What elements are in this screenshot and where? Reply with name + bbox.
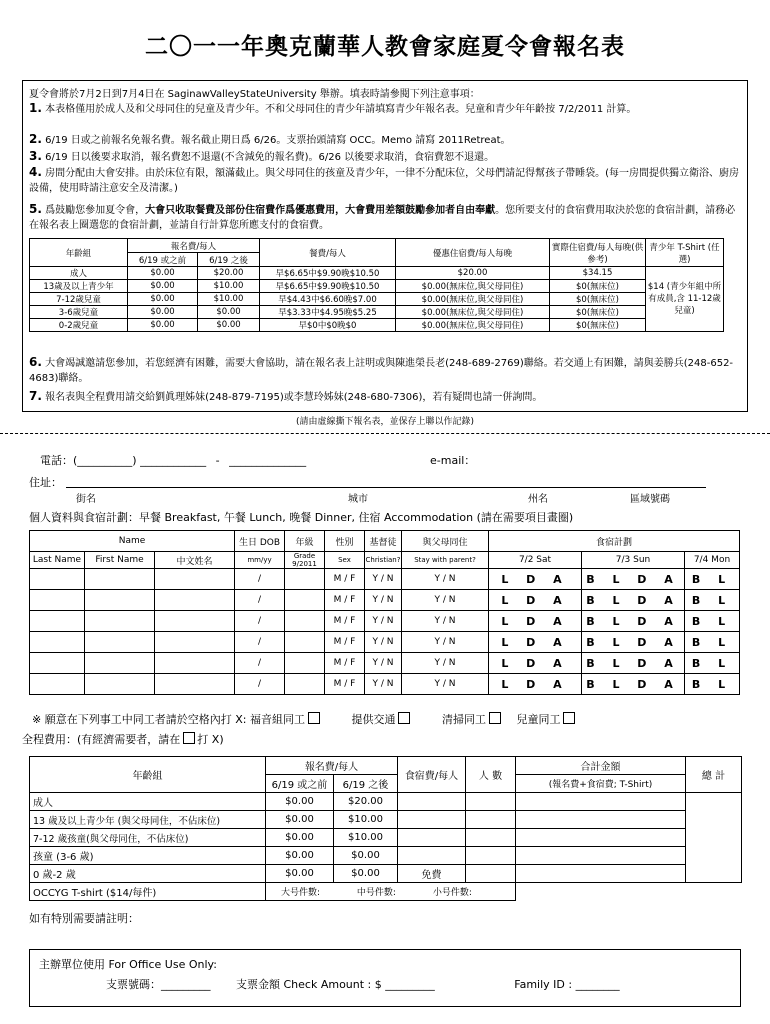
cleaning-checkbox[interactable] (489, 712, 501, 724)
table-row (30, 590, 740, 611)
fee-header-lodging: 優惠住宿費/每人每晚 (396, 239, 550, 267)
reg-sat-plan-cell[interactable]: L D A (489, 674, 582, 695)
reg-header-christian-en: Christian? (365, 552, 402, 569)
city-label: 城市 (348, 494, 368, 505)
reg-with-parent-cell[interactable]: Y / N (402, 632, 489, 653)
phone-number-field[interactable]: ______________ (229, 454, 307, 467)
fee-cell: $0(無床位) (550, 306, 646, 319)
fee-header-before: 6/19 或之前 (128, 253, 198, 267)
reg-last-name-cell[interactable] (30, 611, 85, 632)
sum-header-subtotal-note: (報名費+食宿費; T-Shirt) (516, 775, 686, 793)
sum-count-cell[interactable] (466, 793, 516, 811)
reg-christian-cell[interactable]: Y / N (365, 632, 402, 653)
reg-christian-cell[interactable]: Y / N (365, 653, 402, 674)
fee-header-meal: 餐費/每人 (260, 239, 396, 267)
table-row (30, 632, 740, 653)
sum-age-cell: 0 歲-2 歲 (30, 865, 266, 883)
reg-header-christian: 基督徒 (365, 531, 402, 552)
phone-line: 電話：(__________) ____________ - ______________ (40, 454, 307, 467)
tear-note: (請由虛線撕下報名表，並保存上聯以作記錄) (295, 417, 475, 427)
children-checkbox[interactable] (563, 712, 575, 724)
address-label: 住址： (29, 476, 62, 489)
fee-cell: $0.00 (128, 306, 198, 319)
reg-dob-cell[interactable]: / (235, 674, 285, 695)
need-aid-checkbox[interactable] (183, 732, 195, 744)
reg-sex-cell[interactable]: M / F (325, 611, 365, 632)
fee-cell: 成人 (30, 267, 128, 280)
phone-prefix-field[interactable]: ____________ (140, 454, 207, 467)
fee-cell: 早$6.65中$9.90晚$10.50 (260, 267, 396, 280)
fee-tshirt-note: $14 (青少年組中所有成員,含 11-12歲兒童) (646, 267, 724, 332)
reg-sun-plan-cell[interactable]: B L D A (582, 611, 685, 632)
reg-grade-cell[interactable] (285, 611, 325, 632)
email-label: e-mail： (430, 454, 476, 467)
sum-age-cell: 7-12 歲孩童(與父母同住，不佔床位) (30, 829, 266, 847)
fee-cell: $0.00 (128, 267, 198, 280)
fee-table (29, 238, 724, 332)
reg-christian-cell[interactable]: Y / N (365, 611, 402, 632)
reg-sat-plan-cell[interactable]: L D A (489, 590, 582, 611)
sum-subtotal-cell[interactable] (516, 829, 686, 847)
zip-label: 區域號碼 (630, 494, 670, 505)
tear-line (0, 433, 770, 434)
fee-cell: $10.00 (198, 293, 260, 306)
fee-cell: 早$0中$0晚$0 (260, 319, 396, 332)
reg-grade-cell[interactable] (285, 590, 325, 611)
sum-header-after: 6/19 之後 (334, 775, 398, 793)
phone-area-field[interactable]: __________ (77, 454, 133, 467)
fee-header-age: 年齡組 (30, 239, 128, 267)
sum-after-cell: $20.00 (334, 793, 398, 811)
reg-chinese-name-cell[interactable] (155, 653, 235, 674)
reg-sun-plan-cell[interactable]: B L D A (582, 569, 685, 590)
check-number-field[interactable]: 支票號碼：_________ (106, 978, 211, 991)
sum-count-cell[interactable] (466, 847, 516, 865)
reg-with-parent-cell[interactable]: Y / N (402, 653, 489, 674)
fee-cell: $20.00 (198, 267, 260, 280)
sum-before-cell: $0.00 (266, 793, 334, 811)
reg-dob-cell[interactable]: / (235, 569, 285, 590)
reg-sex-cell[interactable]: M / F (325, 674, 365, 695)
table-row (30, 569, 740, 590)
family-id-field[interactable]: Family ID : ________ (514, 978, 620, 991)
reg-header-with-parent-en: Stay with parent? (402, 552, 489, 569)
reg-grade-cell[interactable] (285, 569, 325, 590)
fee-cell: 早$6.65中$9.90晚$10.50 (260, 280, 396, 293)
notice-item-3: 3. 6/19 日以後要求取消，報名費恕不退還(不含減免的報名費)。6/26 以後要求取消，食宿費恕不退還。 (29, 149, 495, 163)
fee-cell: $0.00 (128, 293, 198, 306)
notice-item-6: 6. 大會竭誠邀請您參加，若您經濟有困難，需要大會協助，請在報名表上註明或與陳進榮長老(248-689-2769)聯絡。若交通上有困難，請與姜勝兵(248-652-4683)聯絡。 (29, 355, 734, 384)
reg-dob-cell[interactable]: / (235, 653, 285, 674)
fee-cell: 0-2歲兒童 (30, 319, 128, 332)
sum-count-cell[interactable] (466, 829, 516, 847)
reg-header-with-parent: 與父母同住 (402, 531, 489, 552)
sum-header-total: 總 計 (686, 757, 742, 793)
fee-cell: $0(無床位) (550, 319, 646, 332)
fee-cell: $0.00 (128, 319, 198, 332)
sum-subtotal-cell[interactable] (516, 865, 686, 883)
sum-meal-cell[interactable] (398, 793, 466, 811)
reg-mon-plan-cell[interactable]: B L (685, 632, 740, 653)
fee-cell: $20.00 (396, 267, 550, 280)
reg-grade-cell[interactable] (285, 653, 325, 674)
gospel-checkbox[interactable] (308, 712, 320, 724)
table-row (30, 811, 742, 829)
reg-header-mon: 7/4 Mon (685, 552, 740, 569)
notice-item-2: 2. 6/19 日或之前報名免報名費。報名截止期日爲 6/26。支票抬頭請寫 OCC。Memo 請寫 2011Retreat。 (29, 132, 511, 146)
sum-count-cell[interactable] (466, 811, 516, 829)
reg-with-parent-cell[interactable]: Y / N (402, 590, 489, 611)
reg-last-name-cell[interactable] (30, 653, 85, 674)
reg-header-chinese: 中文姓名 (155, 552, 235, 569)
fee-cell: 早$4.43中$6.60晚$7.00 (260, 293, 396, 306)
reg-sex-cell[interactable]: M / F (325, 653, 365, 674)
reg-sex-cell[interactable]: M / F (325, 632, 365, 653)
table-row (30, 653, 740, 674)
sum-meal-cell[interactable]: 免費 (398, 865, 466, 883)
office-use-box (29, 949, 741, 1007)
reg-sat-plan-cell[interactable]: L D A (489, 632, 582, 653)
sum-meal-cell[interactable] (398, 847, 466, 865)
sum-header-meal: 食宿費/每人 (398, 757, 466, 793)
state-label: 州名 (528, 494, 548, 505)
check-amount-field[interactable]: 支票金額 Check Amount : $ _________ (236, 978, 435, 991)
sum-age-cell: 成人 (30, 793, 266, 811)
fee-cell: 3-6歲兒童 (30, 306, 128, 319)
address-field[interactable] (66, 487, 706, 488)
sum-tshirt-row: OCCYG T-shirt ($14/每件) (30, 883, 266, 901)
reg-header-sex: 性別 (325, 531, 365, 552)
sum-before-cell: $0.00 (266, 847, 334, 865)
reg-last-name-cell[interactable] (30, 590, 85, 611)
reg-first-name-cell[interactable] (85, 611, 155, 632)
reg-chinese-name-cell[interactable] (155, 569, 235, 590)
plan-label: 個人資料與食宿計劃：早餐 Breakfast, 午餐 Lunch, 晚餐 Dinner, 住宿 Accommodation (請在需要項目畫圈) (29, 511, 574, 524)
reg-mon-plan-cell[interactable]: B L (685, 653, 740, 674)
reg-first-name-cell[interactable] (85, 674, 155, 695)
fee-cell: $34.15 (550, 267, 646, 280)
sum-after-cell: $0.00 (334, 847, 398, 865)
sum-count-cell[interactable] (466, 865, 516, 883)
reg-sun-plan-cell[interactable]: B L D A (582, 590, 685, 611)
registration-table (29, 530, 740, 695)
notice-item-5: 5. 爲鼓勵您參加夏令會，大會只收取餐費及部份住宿費作爲優惠費用，大會費用差額鼓勵參加者自由奉獻。您所要支付的食宿費用取決於您的食宿計劃，請務必在報名表上圈選您的食宿計劃，並請自行計算您所應支付的食宿費。 (29, 202, 736, 231)
office-fields (106, 976, 620, 992)
notice-item-7: 7. 報名表與全程費用請交給劉眞理姊妹(248-879-7195)或李慧玲姊妹(248-680-7306)，若有疑問也請一併詢問。 (29, 389, 543, 403)
table-row (30, 793, 742, 811)
table-row (30, 674, 740, 695)
reg-sex-cell[interactable]: M / F (325, 569, 365, 590)
sum-before-cell: $0.00 (266, 811, 334, 829)
reg-sat-plan-cell[interactable]: L D A (489, 611, 582, 632)
street-label: 街名 (76, 494, 96, 505)
reg-grade-cell[interactable] (285, 632, 325, 653)
sum-before-cell: $0.00 (266, 829, 334, 847)
fee-line: 全程費用：(有經濟需要者，請在 打 X) (22, 733, 224, 746)
table-row (30, 865, 742, 883)
reg-sat-plan-cell[interactable]: L D A (489, 653, 582, 674)
table-row (30, 611, 740, 632)
reg-header-sex-en: Sex (325, 552, 365, 569)
reg-sun-plan-cell[interactable]: B L D A (582, 674, 685, 695)
reg-mon-plan-cell[interactable]: B L (685, 611, 740, 632)
sum-header-before: 6/19 或之前 (266, 775, 334, 793)
sum-meal-cell[interactable] (398, 829, 466, 847)
reg-chinese-name-cell[interactable] (155, 590, 235, 611)
sum-cell (686, 883, 742, 901)
sum-subtotal-cell[interactable] (516, 811, 686, 829)
fee-header-actual: 實際住宿費/每人每晚(供參考) (550, 239, 646, 267)
reg-with-parent-cell[interactable]: Y / N (402, 569, 489, 590)
transport-checkbox[interactable] (398, 712, 410, 724)
fee-header-after: 6/19 之後 (198, 253, 260, 267)
fee-cell: $0.00(無床位,與父母同住) (396, 306, 550, 319)
reg-first-name-cell[interactable] (85, 569, 155, 590)
reg-with-parent-cell[interactable]: Y / N (402, 611, 489, 632)
reg-header-plan: 食宿計劃 (489, 531, 740, 552)
fee-cell: $0.00 (198, 306, 260, 319)
reg-sun-plan-cell[interactable]: B L D A (582, 653, 685, 674)
reg-last-name-cell[interactable] (30, 569, 85, 590)
fee-header-tshirt: 青少年 T-Shirt (任選) (646, 239, 724, 267)
fee-cell: $0(無床位) (550, 280, 646, 293)
reg-grade-cell[interactable] (285, 674, 325, 695)
reg-mon-plan-cell[interactable]: B L (685, 674, 740, 695)
sum-before-cell: $0.00 (266, 865, 334, 883)
reg-sat-plan-cell[interactable]: L D A (489, 569, 582, 590)
sum-header-subtotal: 合計金額 (516, 757, 686, 775)
reg-header-sun: 7/3 Sun (582, 552, 685, 569)
reg-dob-cell[interactable]: / (235, 590, 285, 611)
reg-header-last: Last Name (30, 552, 85, 569)
reg-chinese-name-cell[interactable] (155, 632, 235, 653)
reg-header-dob-fmt: mm/yy (235, 552, 285, 569)
sum-after-cell: $10.00 (334, 811, 398, 829)
fee-cell: $0.00(無床位,與父母同住) (396, 319, 550, 332)
reg-sun-plan-cell[interactable]: B L D A (582, 632, 685, 653)
reg-chinese-name-cell[interactable] (155, 611, 235, 632)
sum-cell (516, 883, 686, 901)
fee-summary-table (29, 756, 742, 901)
notice-item-1: 1. 本表格僅用於成人及和父母同住的兒童及青少年。不和父母同住的青少年請填寫青少年報名表。兒童和青少年年齡按 7/2/2011 計算。 (29, 101, 637, 115)
sum-header-reg: 報名費/每人 (266, 757, 398, 775)
fee-header-reg: 報名費/每人 (128, 239, 260, 253)
fee-cell: $0(無床位) (550, 293, 646, 306)
sum-header-age: 年齡組 (30, 757, 266, 793)
fee-cell: $0.00(無床位,與父母同住) (396, 293, 550, 306)
sum-age-cell: 13 歲及以上青少年 (與父母同住，不佔床位) (30, 811, 266, 829)
reg-dob-cell[interactable]: / (235, 632, 285, 653)
reg-header-grade: 年級 (285, 531, 325, 552)
sum-meal-cell[interactable] (398, 811, 466, 829)
reg-christian-cell[interactable]: Y / N (365, 590, 402, 611)
notice-item-4: 4. 房間分配由大會安排。由於床位有限，額滿截止。與父母同住的孩童及青少年，一律不分配床位，父母們請記得幫孩子帶睡袋。(每一房間提供獨立衛浴、廚房設備，使用時請注意安全及清潔。) (29, 165, 740, 194)
reg-first-name-cell[interactable] (85, 653, 155, 674)
fee-cell: $10.00 (198, 280, 260, 293)
sum-header-count: 人 數 (466, 757, 516, 793)
fee-cell: 早$3.33中$4.95晚$5.25 (260, 306, 396, 319)
reg-chinese-name-cell[interactable] (155, 674, 235, 695)
sum-after-cell: $0.00 (334, 865, 398, 883)
reg-sex-cell[interactable]: M / F (325, 590, 365, 611)
reg-christian-cell[interactable]: Y / N (365, 674, 402, 695)
reg-with-parent-cell[interactable]: Y / N (402, 674, 489, 695)
fee-cell: $0.00(無床位,與父母同住) (396, 280, 550, 293)
reg-last-name-cell[interactable] (30, 674, 85, 695)
page-title: 二〇一一年奧克蘭華人教會家庭夏令會報名表 (145, 33, 625, 60)
reg-header-dob: 生日 DOB (235, 531, 285, 552)
reg-first-name-cell[interactable] (85, 632, 155, 653)
reg-header-sat: 7/2 Sat (489, 552, 582, 569)
reg-dob-cell[interactable]: / (235, 611, 285, 632)
reg-last-name-cell[interactable] (30, 632, 85, 653)
sum-subtotal-cell[interactable] (516, 793, 686, 811)
sum-tshirt-counts: 大号件數: 中号件數: 小号件數: (266, 883, 516, 901)
reg-christian-cell[interactable]: Y / N (365, 569, 402, 590)
table-row (30, 829, 742, 847)
sum-after-cell: $10.00 (334, 829, 398, 847)
fee-cell: 7-12歲兒童 (30, 293, 128, 306)
reg-header-first: First Name (85, 552, 155, 569)
fee-cell: $0.00 (198, 319, 260, 332)
reg-first-name-cell[interactable] (85, 590, 155, 611)
notice-intro: 夏令會將於7月2日到7月4日在 SaginawValleyStateUniversity 舉辦。填表時請參閱下列注意事項： (29, 89, 480, 100)
special-needs-label: 如有特別需要請註明： (29, 912, 139, 925)
sum-age-cell: 孩童 (3-6 歲) (30, 847, 266, 865)
volunteer-options: ※ 願意在下列事工中同工者請於空格內打 X: 福音組同工 提供交通 清掃同工 兒童同工 (32, 711, 603, 727)
reg-header-grade-fmt: Grade 9/2011 (285, 552, 325, 569)
fee-cell: 13歲及以上青少年 (30, 280, 128, 293)
reg-header-name: Name (30, 531, 235, 552)
reg-mon-plan-cell[interactable]: B L (685, 590, 740, 611)
office-label: 主辦單位使用 For Office Use Only: (39, 958, 217, 971)
sum-subtotal-cell[interactable] (516, 847, 686, 865)
fee-cell: $0.00 (128, 280, 198, 293)
table-row (30, 847, 742, 865)
reg-mon-plan-cell[interactable]: B L (685, 569, 740, 590)
sum-total-cell[interactable] (686, 793, 742, 883)
